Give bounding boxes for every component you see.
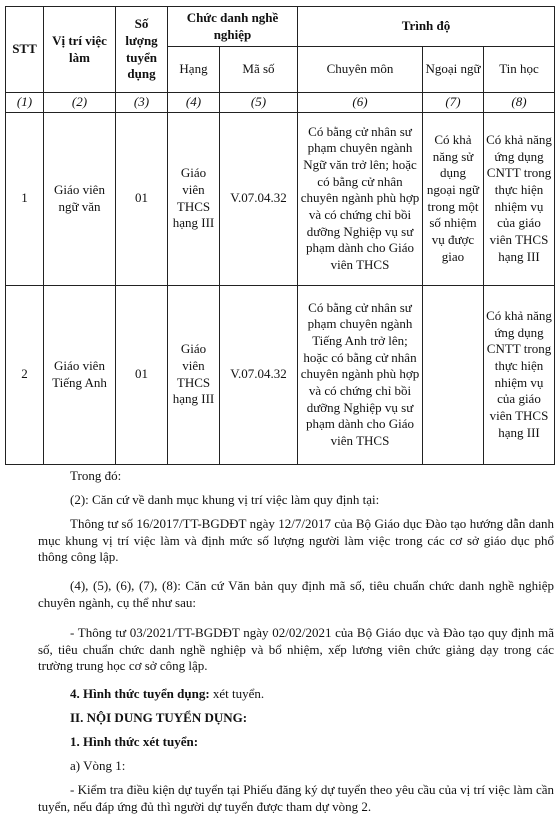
header-vi-tri: Vị trí việc làm <box>44 7 116 93</box>
hinh-thuc-line <box>70 686 264 703</box>
section-2-1-heading: 1. Hình thức xét tuyển: <box>70 734 199 749</box>
header-so-luong: Số lượng tuyển dụng <box>116 7 168 93</box>
index-cell: (1) <box>6 93 44 113</box>
cell-ma-so: V.07.04.32 <box>220 112 298 285</box>
index-cell: (5) <box>220 93 298 113</box>
index-cell: (3) <box>116 93 168 113</box>
cell-chuyen-mon: Có bằng cử nhân sư phạm chuyên ngành Tiếng Anh trở lên; hoặc có bằng cử nhân chuyên ngành phù hợp và có chứng chỉ bồi dưỡng Nghiệp vụ sư phạm dành cho Giáo viên THCS <box>298 285 423 464</box>
header-row-1 <box>6 7 555 47</box>
header-trinh-do: Trình độ <box>298 7 555 47</box>
cell-vi-tri: Giáo viên Tiếng Anh <box>44 285 116 464</box>
hinh-thuc-label: 4. Hình thức tuyển dụng: <box>70 686 210 701</box>
header-chuyen-mon: Chuyên môn <box>298 47 423 93</box>
cell-stt: 2 <box>6 285 44 464</box>
index-cell: (7) <box>423 93 484 113</box>
kiem-tra-paragraph: - Kiểm tra điều kiện dự tuyển tại Phiếu đăng ký dự tuyển theo yêu cầu của vị trí việc làm cần tuyển, nếu đáp ứng đủ thì người dự tuyển được tham dự vòng 2. <box>38 782 554 814</box>
header-hang: Hạng <box>168 47 220 93</box>
vong-1-label: a) Vòng 1: <box>70 758 126 773</box>
cell-ma-so: V.07.04.32 <box>220 285 298 464</box>
hinh-thuc-value: xét tuyển. <box>209 686 265 701</box>
recruitment-table <box>5 6 555 465</box>
table-row <box>6 112 555 285</box>
index-cell: (4) <box>168 93 220 113</box>
trong-do-label: Trong đó: <box>70 468 122 483</box>
index-row <box>6 93 555 113</box>
note-4-8-paragraph: (4), (5), (6), (7), (8): Căn cứ Văn bản quy định mã số, tiêu chuẩn chức danh nghề nghiệp chuyên ngành, cụ thể như sau: <box>38 578 554 610</box>
cell-so-luong: 01 <box>116 112 168 285</box>
section-2-heading: II. NỘI DUNG TUYỂN DỤNG: <box>70 710 248 725</box>
thong-tu-16-paragraph: Thông tư số 16/2017/TT-BGDĐT ngày 12/7/2017 của Bộ Giáo dục Đào tạo hướng dẫn danh mục khung vị trí việc làm và định mức số lượng người làm việc trong các cơ sở giáo dục phổ thông công lập. <box>38 516 554 565</box>
thong-tu-03-paragraph: - Thông tư 03/2021/TT-BGDĐT ngày 02/02/2021 của Bộ Giáo dục và Đào tạo quy định mã số, tiêu chuẩn chức danh nghề nghiệp và bổ nhiệm, xếp lương viên chức giảng dạy trong các trường trung học cơ sở công lập. <box>38 625 554 674</box>
header-ngoai-ngu: Ngoại ngữ <box>423 47 484 93</box>
cell-stt: 1 <box>6 112 44 285</box>
cell-hang: Giáo viên THCS hạng III <box>168 112 220 285</box>
index-cell: (8) <box>484 93 555 113</box>
cell-tin-hoc: Có khả năng ứng dụng CNTT trong thực hiện nhiệm vụ của giáo viên THCS hạng III <box>484 285 555 464</box>
cell-vi-tri: Giáo viên ngữ văn <box>44 112 116 285</box>
index-cell: (6) <box>298 93 423 113</box>
cell-tin-hoc: Có khả năng ứng dụng CNTT trong thực hiện nhiệm vụ của giáo viên THCS hạng III <box>484 112 555 285</box>
cell-ngoai-ngu: Có khả năng sử dụng ngoại ngữ trong một số nhiệm vụ được giao <box>423 112 484 285</box>
cell-hang: Giáo viên THCS hạng III <box>168 285 220 464</box>
cell-so-luong: 01 <box>116 285 168 464</box>
header-tin-hoc: Tin học <box>484 47 555 93</box>
note-2: (2): Căn cứ về danh mục khung vị trí việc làm quy định tại: <box>70 492 380 507</box>
cell-chuyen-mon: Có bằng cử nhân sư phạm chuyên ngành Ngữ văn trở lên; hoặc có bằng cử nhân chuyên ngành phù hợp và có chứng chỉ bồi dưỡng Nghiệp vụ sư phạm dành cho Giáo viên THCS <box>298 112 423 285</box>
header-stt: STT <box>6 7 44 93</box>
table-row <box>6 285 555 464</box>
index-cell: (2) <box>44 93 116 113</box>
cell-ngoai-ngu <box>423 285 484 464</box>
header-ma-so: Mã số <box>220 47 298 93</box>
header-chuc-danh: Chức danh nghề nghiệp <box>168 7 298 47</box>
